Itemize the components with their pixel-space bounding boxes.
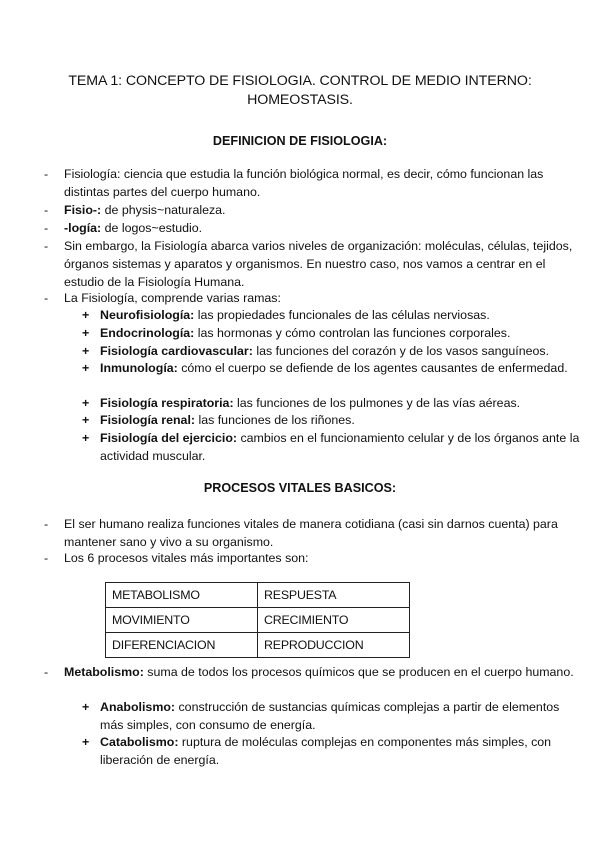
sub-list-item: + Endocrinología: las hormonas y cómo controlan las funciones corporales.: [82, 326, 511, 340]
bullet-plus: +: [82, 361, 90, 375]
sub-list-item: + Neurofisiología: las propiedades funcionales de las células nerviosas.: [82, 308, 490, 322]
list-item: - La Fisiología, comprende varias ramas:: [44, 291, 281, 305]
bullet-plus: +: [82, 700, 90, 714]
table-cell: CRECIMIENTO: [258, 608, 410, 633]
bullet-plus: +: [82, 308, 90, 322]
table-row: [106, 583, 410, 608]
section-heading-definicion: DEFINICION DE FISIOLOGIA:: [212, 134, 388, 148]
table-cell: METABOLISMO: [106, 583, 258, 608]
bullet-dash: -: [44, 221, 49, 235]
sub-list-item: + Fisiología cardiovascular: las funciones del corazón y de los vasos sanguíneos.: [82, 344, 550, 358]
sub-list-item: + Fisiología del ejercicio: cambios en el funcionamiento celular y de los órganos ante la actividad muscular.: [82, 431, 580, 463]
bullet-plus: +: [82, 396, 90, 410]
table-row: [106, 608, 410, 633]
table-cell: DIFERENCIACION: [106, 633, 258, 658]
bullet-plus: +: [82, 431, 90, 445]
list-item: - Los 6 procesos vitales más importantes son:: [44, 551, 309, 565]
bullet-plus: +: [82, 735, 90, 749]
bullet-dash: -: [44, 239, 49, 253]
list-item: - El ser humano realiza funciones vitales de manera cotidiana (casi sin darnos cuenta) para mantener sano y vivo a su organismo.: [44, 517, 558, 549]
bullet-plus: +: [82, 344, 90, 358]
table-row: [106, 633, 410, 658]
bullet-plus: +: [82, 413, 90, 427]
bullet-dash: -: [44, 517, 49, 531]
sub-list-item: + Fisiología renal: las funciones de los riñones.: [82, 413, 355, 427]
list-item: - Fisiología: ciencia que estudia la función biológica normal, es decir, cómo funcionan las distintas partes del cuerpo humano.: [44, 167, 544, 199]
list-item: - Sin embargo, la Fisiología abarca varios niveles de organización: moléculas, células, tejidos, órganos sistemas y aparatos y organismos. En nuestro caso, nos vamos a centrar en el estudio de la Fisiología Humana.: [44, 239, 573, 289]
bullet-dash: -: [44, 665, 49, 679]
list-item: - -logía: de logos~estudio.: [44, 221, 203, 235]
bullet-dash: -: [44, 203, 49, 217]
sub-list-item: + Catabolismo: ruptura de moléculas complejas en componentes más simples, con liberación de energía.: [82, 735, 552, 767]
page-title: TEMA 1: CONCEPTO DE FISIOLOGIA. CONTROL DE MEDIO INTERNO: HOMEOSTASIS.: [68, 73, 532, 108]
sub-list-item: + Inmunología: cómo el cuerpo se defiende de los agentes causantes de enfermedad.: [82, 361, 568, 375]
bullet-dash: -: [44, 551, 49, 565]
list-item: - Metabolismo: suma de todos los procesos químicos que se producen en el cuerpo humano.: [44, 665, 574, 679]
table-cell: MOVIMIENTO: [106, 608, 258, 633]
section-heading-procesos: PROCESOS VITALES BASICOS:: [203, 481, 397, 495]
bullet-dash: -: [44, 167, 49, 181]
list-item: - Fisio-: de physis~naturaleza.: [44, 203, 226, 217]
bullet-dash: -: [44, 291, 49, 305]
sub-list-item: + Anabolismo: construcción de sustancias químicas complejas a partir de elementos más simples, con consumo de energía.: [82, 700, 560, 732]
table-cell: RESPUESTA: [258, 583, 410, 608]
table-cell: REPRODUCCION: [258, 633, 410, 658]
vital-processes-table: [105, 582, 410, 658]
sub-list-item: + Fisiología respiratoria: las funciones de los pulmones y de las vías aéreas.: [82, 396, 521, 410]
bullet-plus: +: [82, 326, 90, 340]
